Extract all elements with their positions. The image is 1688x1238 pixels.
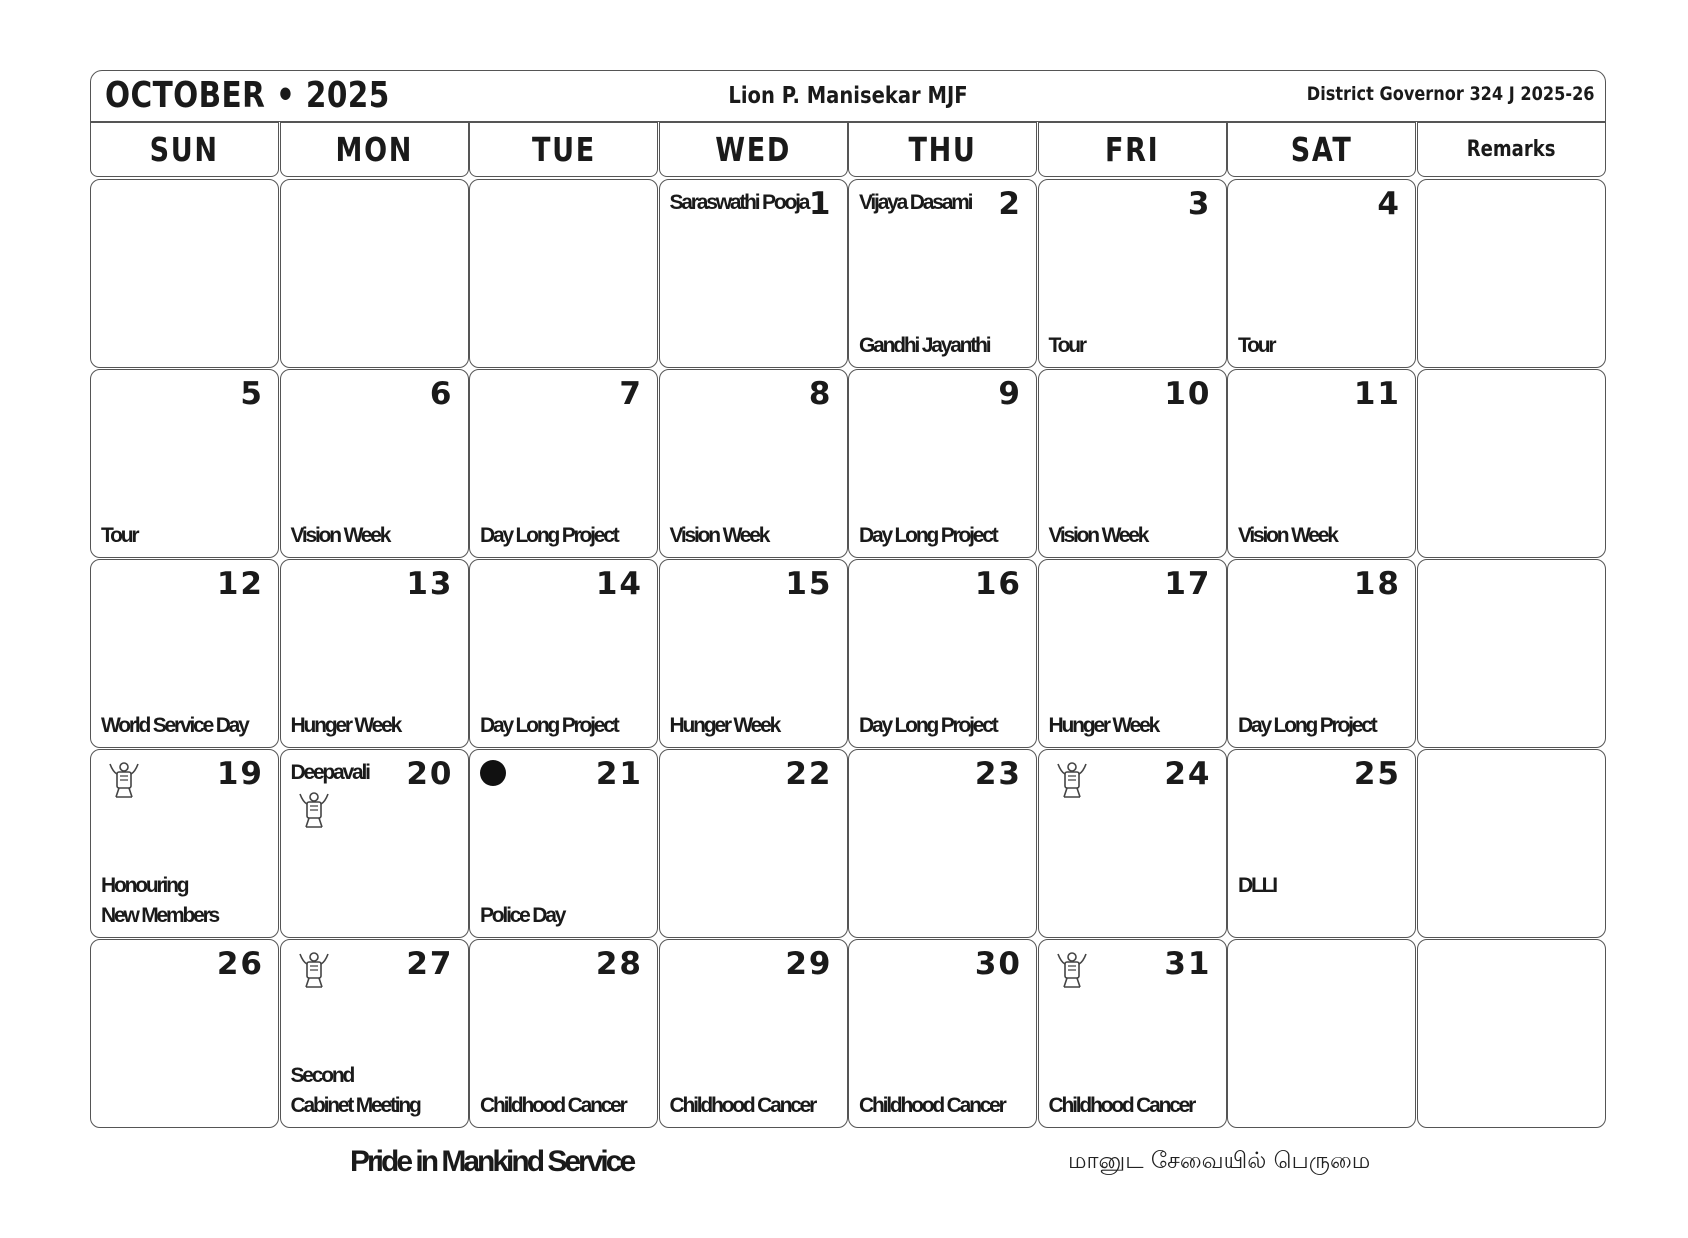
motto-tamil: மானுட சேவையில் பெருமை — [1068, 1148, 1371, 1174]
day-cell-17 — [1038, 559, 1227, 748]
day-cell-26 — [90, 939, 279, 1128]
day-number: 30 — [974, 946, 1022, 982]
remarks-header-label: Remarks — [1466, 137, 1556, 162]
event-label-bottom — [101, 521, 137, 551]
day-cell-20 — [280, 749, 469, 938]
event-line: Vision Week — [669, 524, 769, 547]
remarks-cell — [1417, 179, 1606, 368]
lion-figure-icon — [297, 950, 331, 988]
weekday-sun-label: SUN — [149, 130, 220, 169]
event-line: Vision Week — [1238, 524, 1337, 547]
event-line: Vijaya Dasami — [859, 191, 972, 214]
day-number: 23 — [974, 756, 1022, 792]
day-number: 8 — [808, 376, 833, 412]
day-number: 17 — [1164, 566, 1212, 602]
day-number: 7 — [619, 376, 643, 412]
day-number: 14 — [595, 566, 643, 602]
day-number: 3 — [1187, 186, 1212, 222]
remarks-cell — [1417, 369, 1606, 558]
remarks-cell — [1417, 749, 1606, 938]
day-number: 21 — [595, 756, 643, 792]
lion-figure-icon — [297, 790, 331, 828]
empty-day-cell — [280, 179, 469, 368]
day-number: 2 — [998, 186, 1022, 222]
event-label-bottom — [859, 711, 997, 741]
day-number: 10 — [1164, 376, 1212, 412]
event-line: Tour — [101, 524, 138, 547]
weekday-fri — [1038, 122, 1227, 177]
event-line: Tour — [1238, 334, 1275, 357]
event-label-bottom — [1049, 711, 1159, 741]
event-label-bottom — [859, 331, 989, 361]
event-line: Hunger Week — [669, 714, 780, 737]
day-cell-31 — [1038, 939, 1227, 1128]
event-label-bottom — [1238, 331, 1274, 361]
empty-day-cell — [90, 179, 279, 368]
day-cell-16 — [848, 559, 1037, 748]
event-line — [1238, 901, 1276, 931]
weekday-tue — [469, 122, 658, 177]
day-number: 11 — [1353, 376, 1401, 412]
day-cell-13 — [280, 559, 469, 748]
weekday-thu — [848, 122, 1037, 177]
day-cell-25 — [1227, 749, 1416, 938]
day-number: 24 — [1164, 756, 1212, 792]
day-cell-10 — [1038, 369, 1227, 558]
event-label-bottom — [480, 1091, 626, 1121]
event-label-top — [291, 758, 369, 788]
day-number: 26 — [216, 946, 264, 982]
day-number: 9 — [998, 376, 1022, 412]
day-number: 31 — [1164, 946, 1212, 982]
event-label-bottom — [480, 711, 618, 741]
event-line: World Service Day — [101, 714, 248, 737]
event-line: Childhood Cancer — [1048, 1094, 1195, 1117]
remarks-header — [1417, 122, 1606, 177]
event-label-bottom — [480, 521, 618, 551]
weekday-fri-label: FRI — [1104, 130, 1160, 169]
event-line: Deepavali — [290, 761, 369, 784]
event-line: Day Long Project — [480, 524, 618, 547]
remarks-cell — [1417, 939, 1606, 1128]
weekday-wed-label: WED — [715, 130, 791, 169]
day-number: 5 — [240, 376, 264, 412]
event-label-bottom — [291, 711, 401, 741]
day-cell-12 — [90, 559, 279, 748]
day-cell-1 — [659, 179, 848, 368]
event-label-top — [670, 188, 809, 218]
motto-english: Pride in Mankind Service — [350, 1145, 634, 1178]
event-line: Day Long Project — [480, 714, 618, 737]
event-line: Childhood Cancer — [480, 1094, 626, 1117]
event-line: DLLI — [1238, 874, 1276, 897]
event-label-bottom — [101, 711, 248, 741]
event-line: Childhood Cancer — [859, 1094, 1005, 1117]
event-label-bottom — [670, 1091, 816, 1121]
day-number: 13 — [406, 566, 454, 602]
governor-name: Lion P. Manisekar MJF — [728, 83, 968, 109]
event-line: Cabinet Meeting — [290, 1094, 420, 1117]
event-line: Day Long Project — [859, 524, 997, 547]
event-label-bottom — [859, 1091, 1005, 1121]
event-label-bottom — [291, 521, 390, 551]
day-cell-3 — [1038, 179, 1227, 368]
day-cell-15 — [659, 559, 848, 748]
event-line: Vision Week — [1048, 524, 1148, 547]
day-number: 1 — [808, 186, 833, 222]
event-label-bottom — [101, 871, 218, 931]
lion-figure-icon — [107, 760, 141, 798]
event-line: Day Long Project — [1238, 714, 1376, 737]
day-cell-2 — [848, 179, 1037, 368]
day-cell-27 — [280, 939, 469, 1128]
weekday-tue-label: TUE — [531, 130, 596, 169]
day-number: 25 — [1353, 756, 1401, 792]
day-number: 12 — [216, 566, 264, 602]
day-cell-24 — [1038, 749, 1227, 938]
day-number: 18 — [1353, 566, 1401, 602]
day-cell-21 — [469, 749, 658, 938]
weekday-mon — [280, 122, 469, 177]
weekday-wed — [659, 122, 848, 177]
day-cell-23 — [848, 749, 1037, 938]
day-number: 20 — [406, 756, 454, 792]
day-cell-29 — [659, 939, 848, 1128]
weekday-thu-label: THU — [908, 130, 977, 169]
event-label-top — [859, 188, 971, 218]
event-label-bottom — [1238, 871, 1276, 931]
event-label-bottom — [1049, 521, 1148, 551]
full-moon-dot-icon — [480, 760, 506, 786]
day-cell-14 — [469, 559, 658, 748]
event-label-bottom — [670, 711, 780, 741]
day-number: 27 — [406, 946, 454, 982]
event-label-bottom — [859, 521, 997, 551]
empty-day-cell — [469, 179, 658, 368]
day-number: 16 — [974, 566, 1022, 602]
event-line: Childhood Cancer — [669, 1094, 816, 1117]
event-line: Day Long Project — [859, 714, 997, 737]
month-year-title: OCTOBER • 2025 — [105, 75, 390, 116]
empty-day-cell — [1227, 939, 1416, 1128]
event-line: New Members — [101, 904, 219, 927]
day-cell-8 — [659, 369, 848, 558]
day-cell-19 — [90, 749, 279, 938]
weekday-sat-label: SAT — [1290, 130, 1353, 169]
day-cell-11 — [1227, 369, 1416, 558]
event-label-bottom — [1238, 711, 1376, 741]
event-label-bottom — [1238, 521, 1337, 551]
event-line: Honouring — [101, 874, 188, 897]
weekday-sat — [1227, 122, 1416, 177]
event-line: Hunger Week — [290, 714, 401, 737]
day-cell-9 — [848, 369, 1037, 558]
day-number: 28 — [595, 946, 643, 982]
day-cell-22 — [659, 749, 848, 938]
event-line: Police Day — [480, 904, 565, 927]
event-label-bottom — [1049, 1091, 1195, 1121]
weekday-mon-label: MON — [335, 130, 413, 169]
event-label-bottom — [291, 1061, 420, 1121]
event-label-bottom — [670, 521, 769, 551]
day-number: 29 — [785, 946, 833, 982]
remarks-cell — [1417, 559, 1606, 748]
day-cell-18 — [1227, 559, 1416, 748]
event-label-bottom — [480, 901, 564, 931]
day-cell-6 — [280, 369, 469, 558]
calendar-page — [90, 70, 1608, 1138]
day-number: 15 — [785, 566, 833, 602]
day-number: 4 — [1377, 186, 1401, 222]
event-label-bottom — [1049, 331, 1085, 361]
day-cell-7 — [469, 369, 658, 558]
day-cell-5 — [90, 369, 279, 558]
governor-title: District Governor 324 J 2025-26 — [1307, 83, 1595, 105]
lion-figure-icon — [1055, 950, 1089, 988]
day-cell-28 — [469, 939, 658, 1128]
day-number: 19 — [216, 756, 264, 792]
event-line: Gandhi Jayanthi — [859, 334, 990, 357]
day-number: 22 — [785, 756, 833, 792]
day-cell-4 — [1227, 179, 1416, 368]
event-line: Vision Week — [290, 524, 390, 547]
day-cell-30 — [848, 939, 1037, 1128]
event-line: Hunger Week — [1048, 714, 1159, 737]
weekday-sun — [90, 122, 279, 177]
lion-figure-icon — [1055, 760, 1089, 798]
day-number: 6 — [429, 376, 454, 412]
event-line: Second — [290, 1064, 354, 1087]
event-line: Saraswathi Pooja — [669, 191, 809, 214]
event-line: Tour — [1048, 334, 1085, 357]
calendar-header — [90, 70, 1606, 122]
